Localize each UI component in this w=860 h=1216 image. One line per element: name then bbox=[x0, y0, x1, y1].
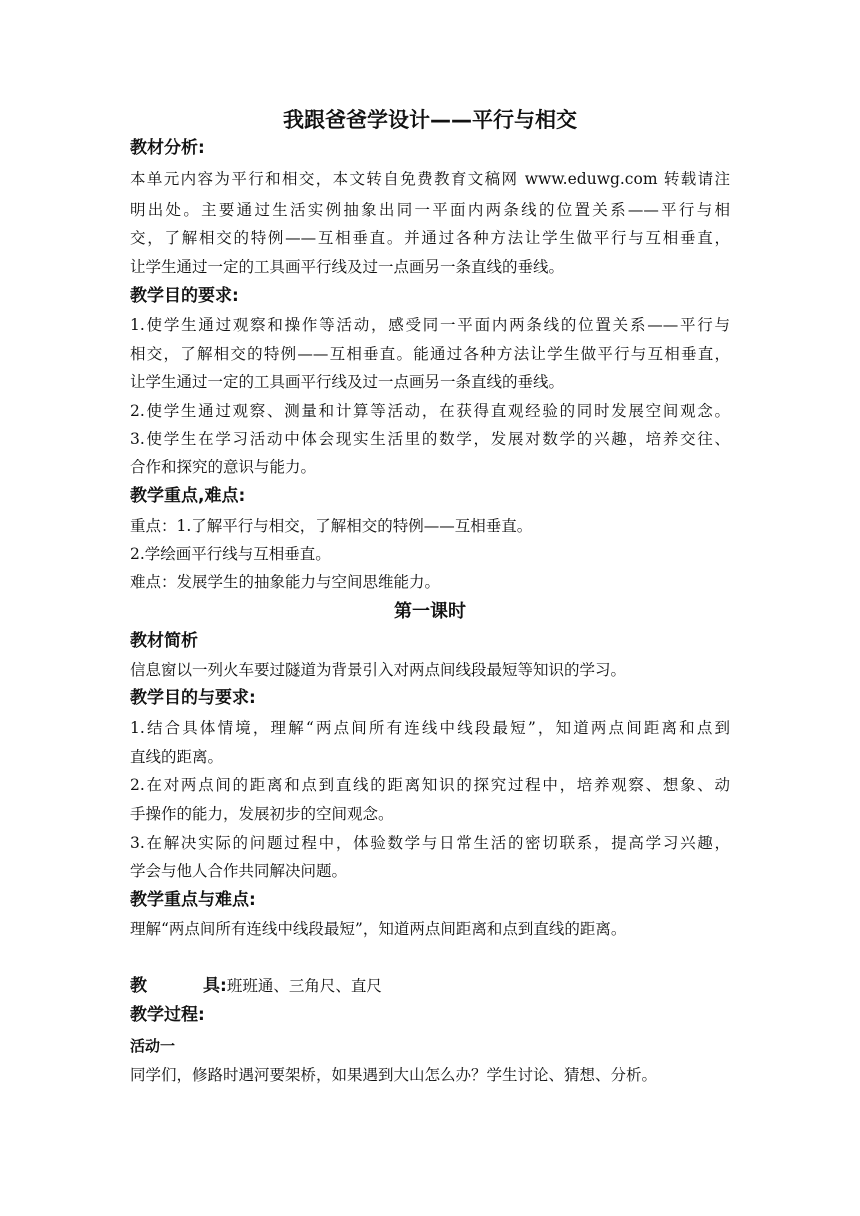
unit-key-points-line: 2.学绘画平行线与互相垂直。 bbox=[130, 545, 331, 563]
activity-title: 活动一 bbox=[130, 1037, 176, 1055]
tools-row bbox=[130, 975, 730, 997]
lesson-goals-line: 2.在对两点间的距离和点到直线的距离知识的探究过程中，培养观察、想象、动 bbox=[130, 776, 730, 794]
unit-analysis-line: 明出处。主要通过生活实例抽象出同一平面内两条线的位置关系——平行与相 bbox=[130, 201, 730, 219]
unit-key-points-heading: 教学重点,难点: bbox=[130, 486, 246, 506]
lesson-goals-heading: 教学目的与要求: bbox=[130, 688, 256, 708]
lesson-analysis-heading: 教材简析 bbox=[130, 631, 198, 651]
lesson-goals-line: 手操作的能力，发展初步的空间观念。 bbox=[130, 805, 394, 823]
process-line: 同学们，修路时遇河要架桥，如果遇到大山怎么办？学生讨论、猜想、分析。 bbox=[130, 1066, 658, 1084]
unit-goals-line: 相交，了解相交的特例——互相垂直。能通过各种方法让学生做平行与互相垂直， bbox=[130, 345, 730, 363]
lesson-goals-line: 1.结合具体情境，理解“两点间所有连线中线段最短”，知道两点间距离和点到 bbox=[130, 719, 730, 737]
unit-goals-line: 让学生通过一定的工具画平行线及过一点画另一条直线的垂线。 bbox=[130, 373, 565, 391]
lesson-key-points-heading: 教学重点与难点: bbox=[130, 890, 256, 910]
tools-label-second: 具: bbox=[203, 976, 227, 996]
lesson-goals-line: 学会与他人合作共同解决问题。 bbox=[130, 862, 348, 880]
unit-goals-line: 合作和探究的意识与能力。 bbox=[130, 458, 317, 476]
lesson-goals-line: 直线的距离。 bbox=[130, 748, 224, 766]
unit-key-points-line: 重点：1.了解平行与相交，了解相交的特例——互相垂直。 bbox=[130, 517, 533, 535]
tools-label-first: 教 bbox=[130, 976, 147, 996]
unit-goals-line: 3.使学生在学习活动中体会现实生活里的数学，发展对数学的兴趣，培养交往、 bbox=[130, 430, 730, 448]
lesson-goals-line: 3.在解决实际的问题过程中，体验数学与日常生活的密切联系，提高学习兴趣， bbox=[130, 834, 730, 852]
unit-goals-heading: 教学目的要求: bbox=[130, 286, 239, 306]
unit-analysis-line: 本单元内容为平行和相交，本文转自免费教育文稿网 www.eduwg.com 转载请注 bbox=[130, 170, 730, 188]
unit-goals-line: 1.使学生通过观察和操作等活动，感受同一平面内两条线的位置关系——平行与 bbox=[130, 316, 730, 334]
unit-key-points-line: 难点：发展学生的抽象能力与空间思维能力。 bbox=[130, 573, 441, 591]
unit-analysis-heading: 教材分析: bbox=[130, 138, 205, 158]
unit-goals-line: 2.使学生通过观察、测量和计算等活动，在获得直观经验的同时发展空间观念。 bbox=[130, 402, 730, 420]
tools-value: 班班通、三角尺、直尺 bbox=[226, 977, 382, 995]
lesson-analysis-line: 信息窗以一列火车要过隧道为背景引入对两点间线段最短等知识的学习。 bbox=[130, 661, 627, 679]
document-title: 我跟爸爸学设计——平行与相交 bbox=[283, 108, 577, 132]
unit-analysis-line: 让学生通过一定的工具画平行线及过一点画另一条直线的垂线。 bbox=[130, 258, 565, 276]
process-heading: 教学过程: bbox=[130, 1005, 205, 1025]
lesson-title: 第一课时 bbox=[394, 601, 466, 622]
lesson-key-points-line: 理解“两点间所有连线中线段最短”，知道两点间距离和点到直线的距离。 bbox=[130, 920, 627, 938]
unit-analysis-line: 交，了解相交的特例——互相垂直。并通过各种方法让学生做平行与互相垂直， bbox=[130, 229, 730, 247]
